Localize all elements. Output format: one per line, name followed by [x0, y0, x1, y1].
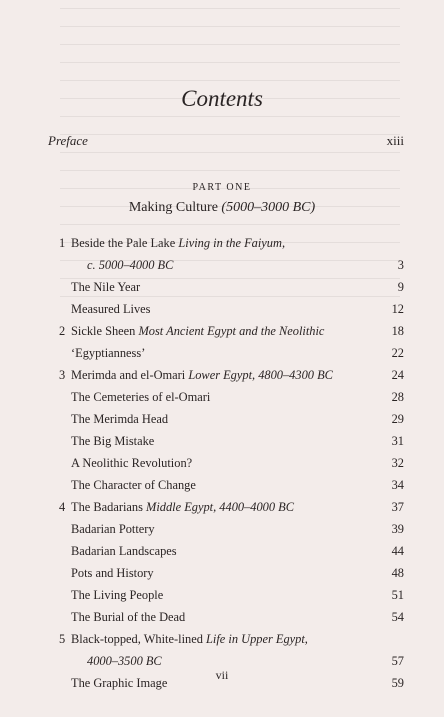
entry-line [48, 430, 404, 452]
page-ref: 28 [391, 390, 404, 404]
section-title: Badarian Pottery [71, 522, 155, 536]
part-title-text: Making Culture [128, 200, 218, 215]
section-entry [48, 540, 404, 562]
entry-line [48, 276, 404, 298]
page-ref: 12 [391, 302, 404, 316]
entry-line [48, 496, 404, 518]
chapter-subtitle: Middle Egypt, 4400–4000 BC [146, 500, 294, 514]
page-ref: 3 [397, 258, 404, 272]
preface-entry [48, 133, 404, 149]
entry-line [48, 408, 404, 430]
chapter-title [71, 364, 333, 386]
entry-line [48, 562, 404, 584]
chapter-entry [48, 364, 404, 386]
table-of-contents [48, 232, 404, 694]
section-entry [48, 474, 404, 496]
page-ref: 18 [391, 324, 404, 338]
entry-line [48, 606, 404, 628]
entry-line [48, 628, 404, 650]
section-title: The Cemeteries of el-Omari [71, 390, 211, 404]
chapter-number: 5 [59, 632, 66, 646]
entry-line [48, 298, 404, 320]
section-title: The Living People [71, 588, 164, 602]
entry-line [48, 232, 404, 254]
page-title: Contents [181, 86, 263, 111]
section-entry [48, 298, 404, 320]
chapter-subtitle: Life in Upper Egypt, [206, 632, 308, 646]
section-entry [48, 452, 404, 474]
entry-line [48, 518, 404, 540]
page-ref: 9 [397, 280, 404, 294]
page-ref: 44 [391, 544, 404, 558]
section-entry [48, 584, 404, 606]
section-entry [48, 518, 404, 540]
section-title: The Character of Change [71, 478, 196, 492]
chapter-entry [48, 496, 404, 518]
section-entry [48, 276, 404, 298]
chapter-number: 2 [59, 324, 66, 338]
page-ref: 54 [391, 610, 404, 624]
chapter-subtitle: Lower Egypt, 4800–4300 BC [188, 368, 333, 382]
chapter-dates: 4000–3500 BC [87, 654, 162, 668]
chapter-title [71, 320, 324, 342]
preface-page: xiii [386, 133, 404, 148]
preface-label: Preface [48, 133, 88, 148]
entry-line [48, 540, 404, 562]
page-ref: 39 [391, 522, 404, 536]
chapter-dates: c. 5000–4000 BC [87, 258, 174, 272]
part-title-dates: (5000–3000 BC) [221, 200, 316, 215]
entry-line [48, 386, 404, 408]
section-entry [48, 606, 404, 628]
entry-line [48, 364, 404, 386]
page-ref: 31 [391, 434, 404, 448]
entry-line [48, 320, 404, 342]
chapter-subtitle: Most Ancient Egypt and the Neolithic [138, 324, 325, 338]
section-entry [48, 562, 404, 584]
chapter-entry [48, 232, 404, 276]
page-ref: 34 [391, 478, 404, 492]
page-ref: 59 [391, 676, 404, 690]
page-ref: 32 [391, 456, 404, 470]
entry-line [48, 584, 404, 606]
chapter-number: 3 [59, 368, 66, 382]
section-entry [48, 408, 404, 430]
chapter-subtitle: Living in the Faiyum, [178, 236, 286, 250]
chapter-entry [48, 628, 404, 672]
part-label: PART ONE [192, 182, 252, 193]
chapter-name: Black-topped, White-lined [71, 632, 203, 646]
section-title: The Graphic Image [71, 676, 168, 690]
part-title [0, 200, 444, 216]
page-ref: 24 [391, 368, 404, 382]
chapter-title [71, 496, 294, 518]
chapter-name: Merimda and el-Omari [71, 368, 186, 382]
section-title: Badarian Landscapes [71, 544, 177, 558]
entry-line [48, 474, 404, 496]
entry-continuation-line [48, 254, 404, 276]
section-title: The Burial of the Dead [71, 610, 186, 624]
section-title: A Neolithic Revolution? [71, 456, 193, 470]
chapter-name: Sickle Sheen [71, 324, 136, 338]
chapter-title [71, 628, 308, 650]
chapter-name: Beside the Pale Lake [71, 236, 176, 250]
section-title: The Big Mistake [71, 434, 155, 448]
section-title: The Merimda Head [71, 412, 169, 426]
chapter-entry [48, 320, 404, 342]
page-ref: 37 [391, 500, 404, 514]
page-ref: 51 [391, 588, 404, 602]
entry-line [48, 452, 404, 474]
chapter-number: 1 [59, 236, 66, 250]
chapter-name: The Badarians [71, 500, 143, 514]
page-ref: 57 [391, 654, 404, 668]
section-title: The Nile Year [71, 280, 141, 294]
section-entry [48, 342, 404, 364]
page-number: vii [215, 668, 229, 682]
section-title: Measured Lives [71, 302, 151, 316]
chapter-number: 4 [59, 500, 66, 514]
page-ref: 22 [391, 346, 404, 360]
section-entry [48, 430, 404, 452]
section-entry [48, 386, 404, 408]
page-ref: 29 [391, 412, 404, 426]
page-ref: 48 [391, 566, 404, 580]
section-title: ‘Egyptianness’ [71, 346, 146, 360]
chapter-title [71, 232, 285, 254]
section-title: Pots and History [71, 566, 154, 580]
entry-line [48, 342, 404, 364]
